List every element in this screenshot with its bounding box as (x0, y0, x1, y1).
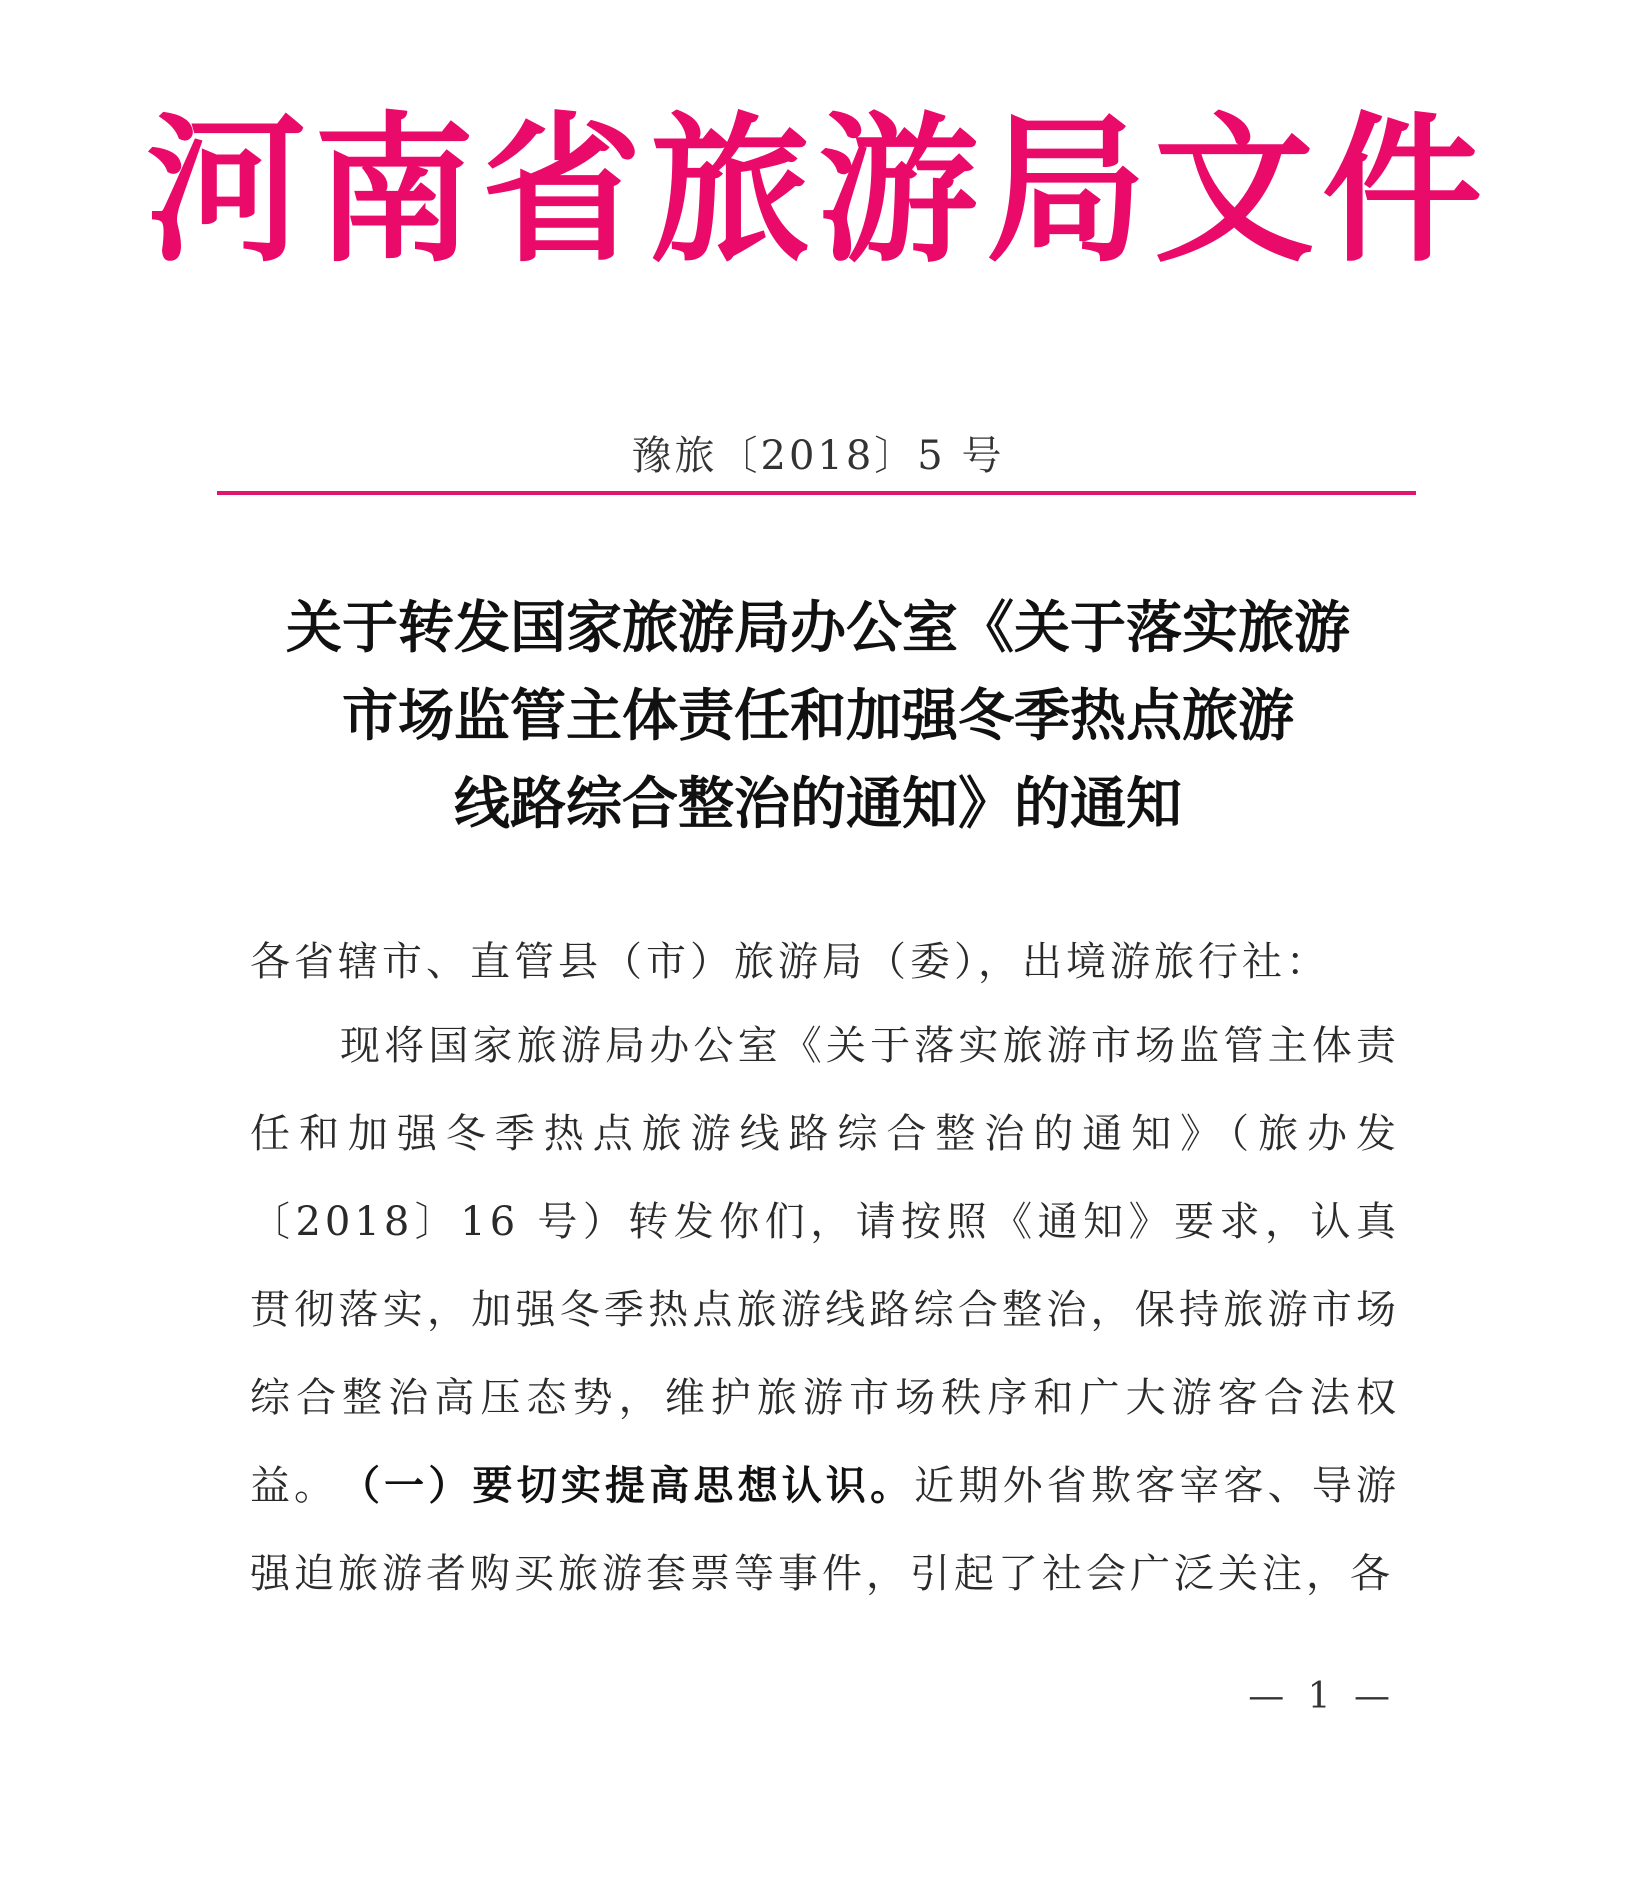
issuer-header: 河南省旅游局文件 (145, 96, 1490, 284)
page-number: — 1 — (1248, 1676, 1396, 1717)
title-line-1: 关于转发国家旅游局办公室《关于落实旅游 (286, 595, 1350, 661)
salutation: 各省辖市、直管县（市）旅游局（委），出境游旅行社： (250, 939, 1330, 985)
body-paragraph-1: 现将国家旅游局办公室《关于落实旅游市场监管主体责任和加强冬季热点旅游线路综合整治的通知》（旅办发〔2018〕16 号）转发你们，请按照《通知》要求，认真贯彻落实，加强冬季热点旅游线路综合整治，保持旅游市场综合整治高压态势，维护旅游市场秩序和广大游客合法权益。 (250, 1023, 1400, 1509)
title-line-2: 市场监管主体责任和加强冬季热点旅游 (342, 683, 1294, 749)
document-title (200, 584, 1436, 848)
red-divider-line (217, 491, 1416, 495)
title-line-3: 线路综合整治的通知》的通知 (454, 771, 1182, 837)
paragraph-2-text: 近期外省欺客宰客、导游强迫旅游者购买旅游套票等事件，引起了社会广泛关注，各 (250, 1463, 1401, 1597)
body-paragraph-2 (250, 1442, 1400, 1618)
paragraph-2-lead: （一）要切实提高思想认识。 (340, 1462, 915, 1509)
document-number: 豫旅〔2018〕5 号 (631, 433, 1005, 479)
